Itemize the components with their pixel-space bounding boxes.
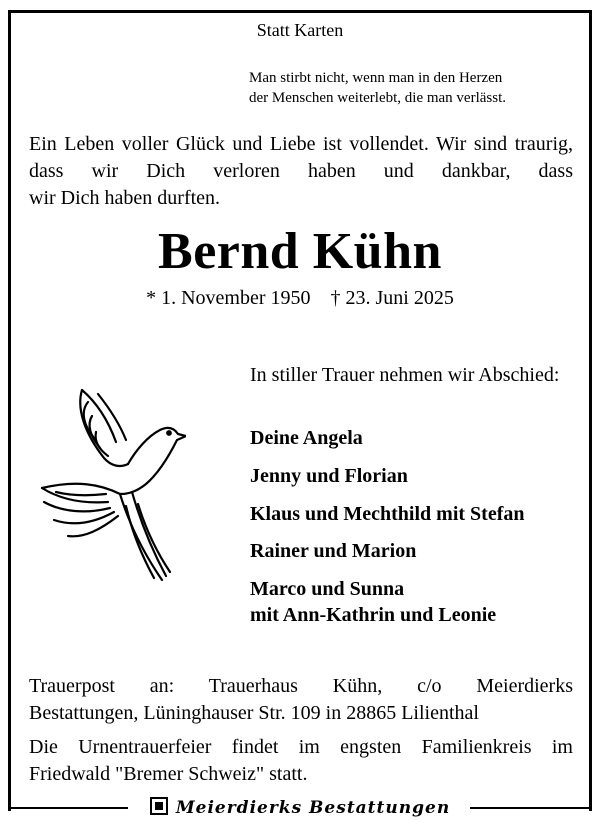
- deceased-name: Bernd Kühn: [158, 223, 442, 280]
- mourner-5: Marco und Sunna: [250, 578, 405, 600]
- intro-text-main: Ein Leben voller Glück und Liebe ist vollendet. Wir sind traurig, dass wir Dich verloren haben und dankbar, dass: [29, 133, 573, 182]
- life-dates: * 1. November 1950 † 23. Juni 2025: [146, 287, 454, 309]
- condolence-address: [29, 673, 573, 727]
- ceremony-line-2: Friedwald "Bremer Schweiz" statt.: [29, 763, 308, 785]
- mourner-3: Klaus und Mechthild mit Stefan: [250, 503, 525, 525]
- quote-line-2: der Menschen weiterlebt, die man verlässt.: [249, 90, 506, 106]
- mourner-1: Deine Angela: [250, 427, 363, 449]
- address-line-2: Bestattungen, Lüninghauser Str. 109 in 28865 Lilienthal: [29, 702, 479, 724]
- funeral-home-brand: [0, 797, 600, 818]
- ceremony-note: [29, 734, 573, 788]
- memorial-quote: [249, 68, 579, 108]
- mourner-2: Jenny und Florian: [250, 465, 408, 487]
- dove-icon: [36, 380, 186, 585]
- address-line-1: Trauerpost an: Trauerhaus Kühn, c/o Meierdierks: [29, 675, 573, 697]
- funeral-home-logo-icon: [150, 797, 168, 815]
- notice-header: Statt Karten: [256, 20, 344, 40]
- quote-line-1: Man stirbt nicht, wenn man in den Herzen: [249, 70, 503, 86]
- mourner-4: Rainer und Marion: [250, 540, 417, 562]
- brand-name: Meierdierks Bestattungen: [175, 798, 451, 818]
- ceremony-line-1: Die Urnentrauerfeier findet im engsten Familienkreis im: [29, 736, 573, 758]
- mourners-intro: In stiller Trauer nehmen wir Abschied:: [250, 364, 560, 386]
- intro-text-last: wir Dich haben durften.: [29, 187, 221, 209]
- intro-text: [29, 131, 573, 212]
- mourner-6: mit Ann-Kathrin und Leonie: [250, 604, 497, 626]
